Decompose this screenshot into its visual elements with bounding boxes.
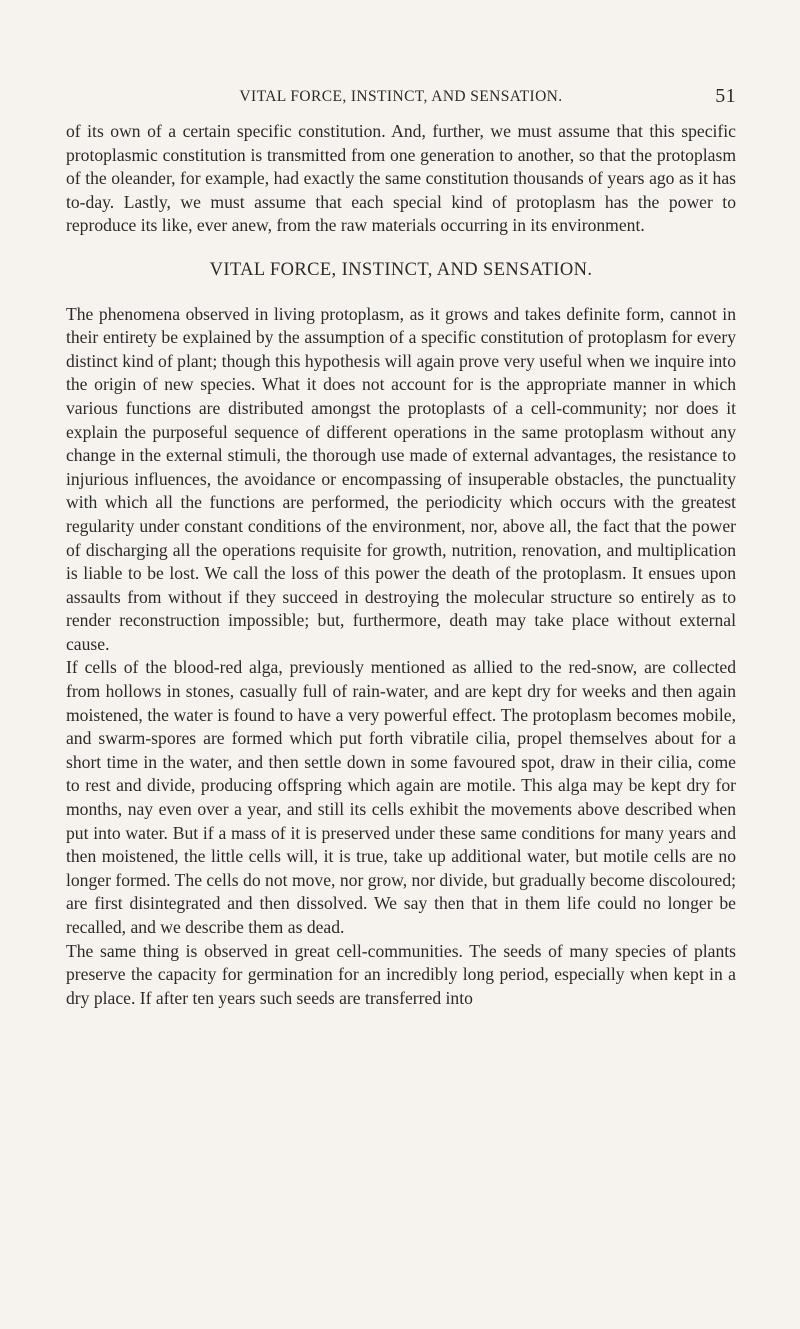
page-number: 51 xyxy=(715,85,736,107)
paragraph: If cells of the blood-red alga, previously mentioned as allied to the red-snow, are collected from hollows in stones, casually full of rain-water, and are kept dry for weeks and then again moistened, the water is found to have a very powerful effect. The protoplasm becomes mobile, and swarm-spores are formed which put forth vibratile cilia, propel themselves about for a short time in the water, and then settle down in some favoured spot, draw in their cilia, come to rest and divide, producing offspring which again are motile. This alga may be kept dry for months, nay even over a year, and still its cells exhibit the movements above described when put into water. But if a mass of it is preserved under these same conditions for many years and then moistened, the little cells will, it is true, take up additional water, but motile cells are no longer formed. The cells do not move, nor grow, nor divide, but gradually become discoloured; are first disintegrated and then dissolved. We say then that in them life could no longer be recalled, and we describe them as dead. xyxy=(66,657,736,937)
section-heading: VITAL FORCE, INSTINCT, AND SENSATION. xyxy=(209,259,593,280)
running-title: VITAL FORCE, INSTINCT, AND SENSATION. xyxy=(239,88,563,105)
paragraph: The phenomena observed in living protoplasm, as it grows and takes definite form, cannot in their entirety be explained by the assumption of a specific constitution of protoplasm for every distinct kind of plant; though this hypothesis will again prove very useful when we inquire into the origin of new species. What it does not account for is the appropriate manner in which various functions are distributed amongst the protoplasts of a cell-community; nor does it explain the purposeful sequence of different operations in the same protoplasm without any change in the external stimuli, the thorough use made of external advantages, the resistance to injurious influences, the avoidance or encompassing of insuperable obstacles, the punctuality with which all the functions are performed, the periodicity which occurs with the greatest regularity under constant conditions of the environment, nor, above all, the fact that the power of discharging all the operations requisite for growth, nutrition, renovation, and multiplication is liable to be lost. We call the loss of this power the death of the protoplasm. It ensues upon assaults from without if they succeed in destroying the molecular structure so entirely as to render reconstruction impossible; but, furthermore, death may take place without external cause. xyxy=(66,303,736,654)
running-header xyxy=(66,85,736,112)
body-text xyxy=(66,120,736,1010)
paragraph-continued: of its own of a certain specific constitution. And, further, we must assume that this specific protoplasmic constitution is transmitted from one generation to another, so that the protoplasm of the oleander, for example, had exactly the same constitution thousands of years ago as it has to-day. Lastly, we must assume that each special kind of protoplasm has the power to reproduce its like, ever anew, from the raw materials occurring in its environment. xyxy=(66,121,736,236)
paragraph: The same thing is observed in great cell-communities. The seeds of many species of plants preserve the capacity for germination for an incredibly long period, especially when kept in a dry place. If after ten years such seeds are transferred into xyxy=(66,940,736,1008)
